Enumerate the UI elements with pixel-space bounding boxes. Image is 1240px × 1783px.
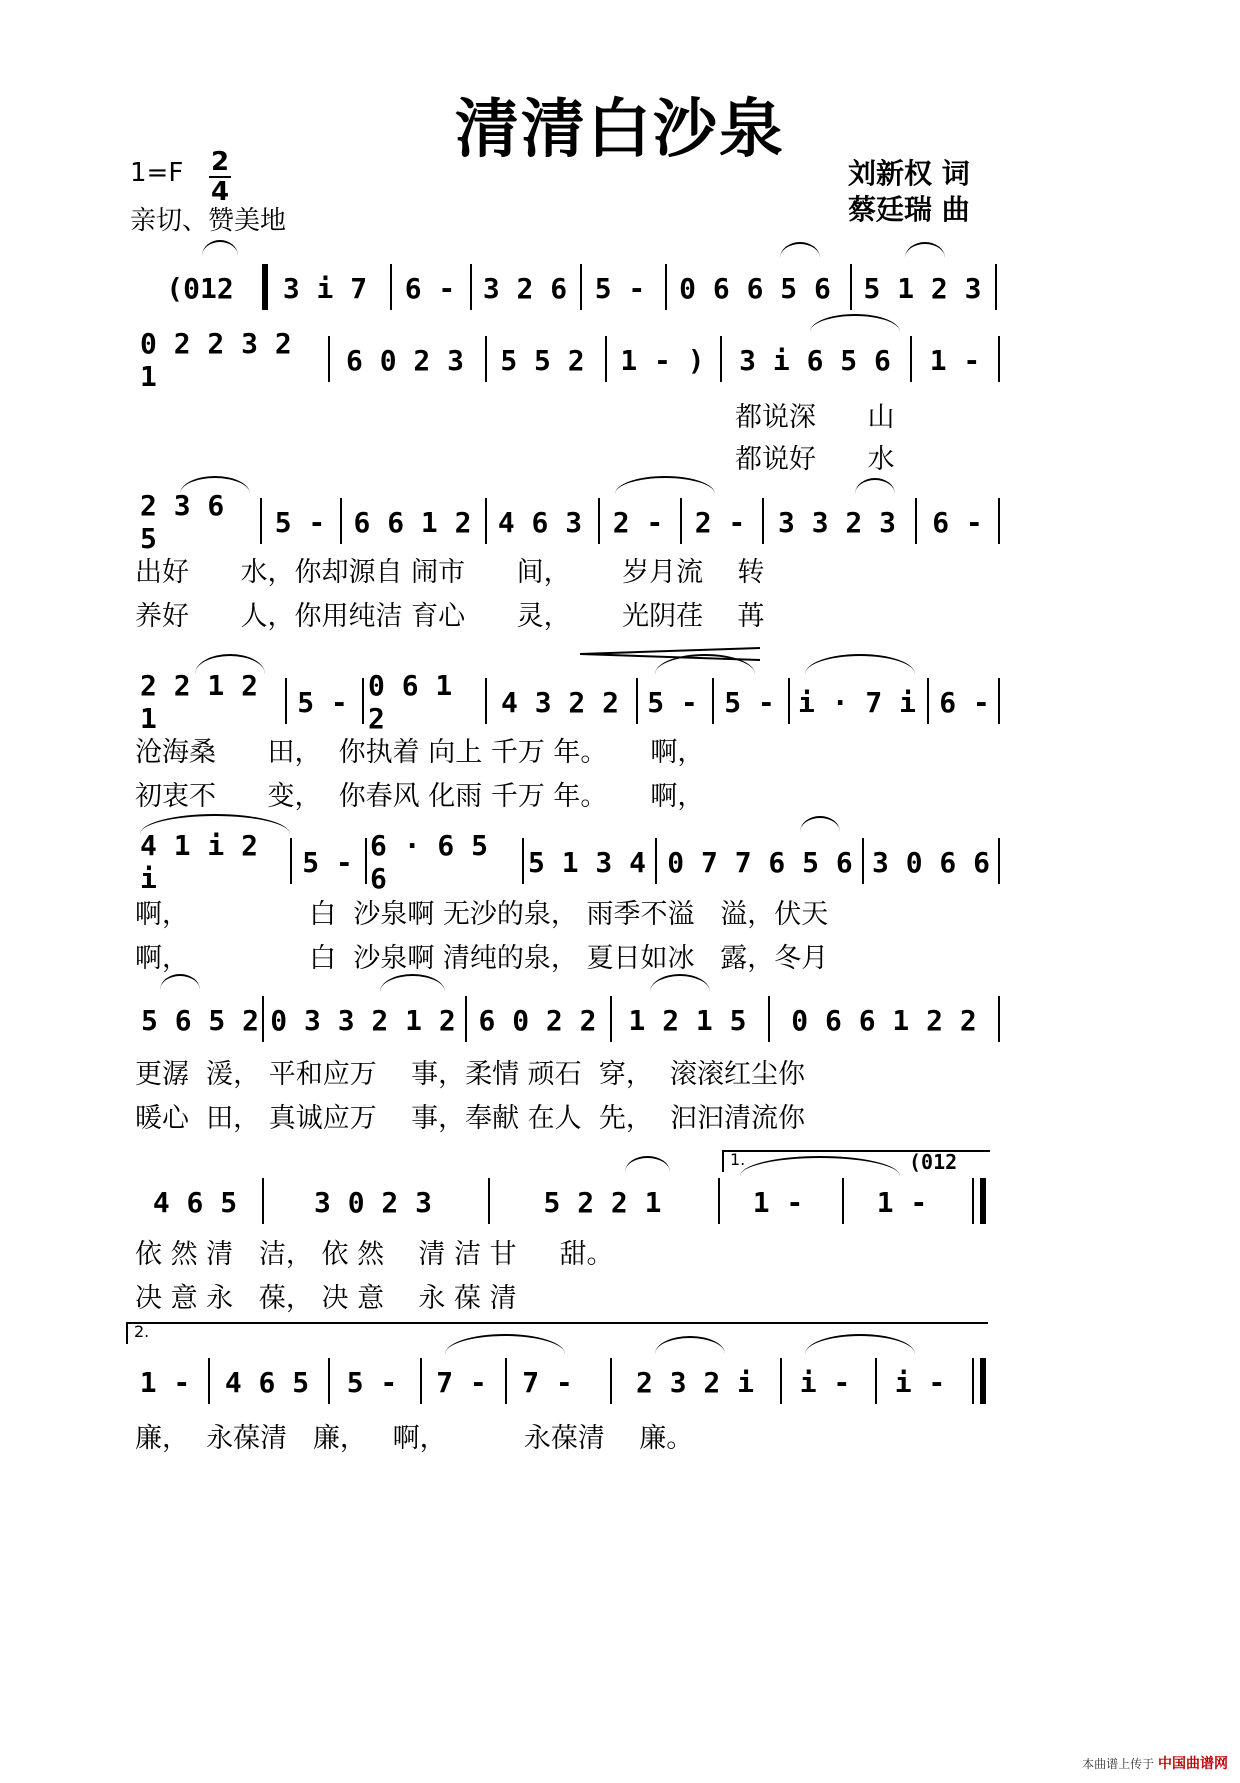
time-bottom: 4	[210, 177, 230, 207]
slur	[780, 242, 820, 258]
bar-line	[610, 1358, 612, 1404]
bar-line	[998, 996, 1000, 1042]
lyrics-verse-2: 决 意 永 葆， 决 意 永 葆 清	[135, 1283, 517, 1314]
slur	[855, 478, 895, 494]
bar-line	[762, 498, 764, 544]
measure: 2 3 6 5	[140, 489, 225, 555]
measure: 5 -	[274, 505, 326, 539]
bar-line	[910, 336, 912, 382]
bar-line	[470, 264, 472, 310]
volta-label: 2.	[134, 1322, 150, 1341]
bar-line	[780, 1358, 782, 1404]
bar-line	[260, 498, 262, 544]
measure: 5 1 3 4	[527, 845, 646, 879]
volta-label: 1.	[730, 1150, 746, 1169]
measure: 6 0 2 2	[478, 1003, 597, 1037]
repeat-start-bar	[262, 264, 268, 310]
bar-line	[718, 1178, 720, 1224]
measure: 1 2 1 5	[628, 1003, 747, 1037]
lyrics-verse-2: 都说好 水	[735, 444, 895, 475]
measure: 5 2 2 1	[543, 1185, 662, 1219]
slur	[160, 974, 200, 990]
lyrics-verse-2: 啊， 白 沙泉啊 清纯的泉， 夏日如冰 露，冬月	[135, 943, 829, 974]
slur	[800, 816, 840, 832]
score-row-1	[140, 268, 1140, 308]
measure: 0 3 3 2 1 2	[270, 1003, 456, 1037]
measure: 6 -	[932, 505, 983, 539]
bar-line	[580, 264, 582, 310]
measure: 5 -	[724, 685, 775, 719]
final-bar-thin	[972, 1358, 974, 1404]
measure: i · 7 i	[797, 685, 916, 719]
measure: 0 6 6 5 6	[679, 271, 831, 305]
measure: 6 0 2 3	[345, 343, 464, 377]
bar-line	[998, 838, 1000, 884]
measure: 1 -	[139, 1365, 191, 1399]
score-row-2	[140, 327, 1140, 393]
bar-line	[485, 678, 487, 724]
measure: 1 -	[752, 1185, 804, 1219]
lyrics-verse-2: 养好 人，你用纯洁 育心 灵， 光阴荏 苒	[135, 601, 765, 632]
bar-line	[712, 678, 714, 724]
bar-line	[998, 498, 1000, 544]
measure: 0 6 1 2	[368, 669, 453, 735]
measure: 2 -	[694, 505, 746, 539]
measure: 6 -	[939, 685, 990, 719]
lyrics-verse-1: 沧海桑 田， 你执着 向上 千万 年。 啊，	[135, 737, 705, 768]
bar-line	[680, 498, 682, 544]
measure: 1 -	[876, 1185, 928, 1219]
slur	[625, 1156, 670, 1172]
bar-line	[420, 1358, 422, 1404]
bar-line	[665, 264, 667, 310]
bar-line	[998, 336, 1000, 382]
score-row-4	[140, 669, 1140, 735]
measure: 5 -	[297, 685, 348, 719]
footer-prefix: 本曲谱上传于	[1082, 1757, 1155, 1771]
bar-line	[610, 996, 612, 1042]
bar-line	[598, 498, 600, 544]
measure: 5 -	[594, 271, 646, 305]
measure: 4 3 2 2	[500, 685, 619, 719]
bar-line	[465, 996, 467, 1042]
bar-line	[208, 1358, 210, 1404]
song-title: 清清白沙泉	[455, 93, 785, 167]
repeat-end-bar	[972, 1178, 974, 1224]
measure: 6 6 1 2	[353, 505, 472, 539]
score-row-5	[140, 829, 1140, 895]
measure: 2 2 1 2 1	[140, 669, 259, 735]
measure: 2 -	[612, 505, 664, 539]
lyrics-verse-1: 依 然 清 洁， 依 然 清 洁 甘 甜。	[135, 1239, 614, 1270]
bar-line	[862, 838, 864, 884]
measure: i -	[894, 1365, 946, 1399]
bar-line	[875, 1358, 877, 1404]
score-row-8	[134, 1322, 1140, 1402]
measure: 5 -	[302, 845, 353, 879]
bar-line	[995, 264, 997, 310]
measure: 5 -	[346, 1365, 398, 1399]
lyrics-verse-1: 更潺 湲， 平和应万 事，柔情 顽石 穿， 滚滚红尘你	[135, 1059, 805, 1090]
bar-line	[390, 264, 392, 310]
bar-line	[850, 264, 852, 310]
bar-line	[605, 336, 607, 382]
tempo-marking: 亲切、赞美地	[130, 206, 287, 236]
measure: 3 i 6 5 6	[739, 343, 891, 377]
measure: 4 1 i 2 i	[140, 829, 259, 895]
measure: 1 -	[929, 343, 981, 377]
lyrics-verse-1: 啊， 白 沙泉啊 无沙的泉， 雨季不溢 溢，伏天	[135, 899, 829, 930]
slur	[380, 974, 445, 992]
measure: 3 i 7	[282, 271, 368, 305]
bar-line	[328, 336, 330, 382]
lyrics-verse-1: 都说深 山	[735, 402, 895, 433]
measure: 4 6 5	[152, 1185, 238, 1219]
upload-footer	[1082, 1753, 1228, 1773]
measure: (012	[166, 271, 234, 305]
score-row-7	[140, 1150, 1140, 1222]
lyrics-verse-2: 暖心 田， 真诚应万 事，奉献 在人 先， 汩汩清流你	[135, 1103, 805, 1134]
score-row-6	[140, 1000, 1140, 1040]
slur	[810, 314, 900, 332]
bar-line	[915, 498, 917, 544]
measure: 1 - )	[620, 343, 705, 377]
measure: 3 0 6 6	[871, 845, 990, 879]
site-name: 中国曲谱网	[1158, 1756, 1228, 1772]
measure: 2 3 2 i	[635, 1365, 754, 1399]
measure: i -	[799, 1365, 851, 1399]
repeat-end-thick-bar	[980, 1178, 986, 1224]
measure: 0 7 7 6 5 6	[667, 845, 853, 879]
bar-line	[655, 838, 657, 884]
measure: 0 6 6 1 2 2	[791, 1003, 977, 1037]
lyrics-verse-2: 初衷不 变， 你春风 化雨 千万 年。 啊，	[135, 781, 705, 812]
bar-line	[927, 678, 929, 724]
measure: 6 · 6 5 6	[370, 829, 489, 895]
measure: 4 6 3	[497, 505, 583, 539]
bar-line	[768, 996, 770, 1042]
final-bar-thick	[980, 1358, 986, 1404]
measure: 5 -	[647, 685, 698, 719]
tie	[615, 476, 715, 494]
bar-line	[290, 838, 292, 884]
bar-line	[720, 336, 722, 382]
bar-line	[842, 1178, 844, 1224]
volta-pickup: (012	[909, 1150, 958, 1174]
bar-line	[488, 1178, 490, 1224]
bar-line	[285, 678, 287, 724]
lyrics-verse-1: 出好 水，你却源自 闹市 间， 岁月流 转	[135, 557, 765, 588]
lyrics-verse-1: 廉， 永葆清 廉， 啊， 永葆清 廉。	[135, 1423, 694, 1454]
measure: 3 0 2 3	[313, 1185, 432, 1219]
measure: 7 -	[522, 1365, 573, 1399]
measure: 5 5 2	[500, 343, 585, 377]
bar-line	[262, 1178, 264, 1224]
slur	[805, 654, 915, 674]
bar-line	[328, 1358, 330, 1404]
score-row-3	[140, 489, 1140, 555]
slur	[905, 242, 945, 258]
measure: 5 6 5 2	[140, 1003, 259, 1037]
bar-line	[262, 996, 264, 1042]
time-signature	[205, 147, 235, 207]
slur	[650, 974, 710, 992]
bar-line	[788, 678, 790, 724]
measure: 6 -	[404, 271, 456, 305]
slur	[202, 240, 238, 256]
bar-line	[365, 838, 367, 884]
measure: 3 3 2 3	[777, 505, 896, 539]
lyricist-credit: 刘新权 词	[848, 157, 970, 190]
measure: 7 -	[436, 1365, 487, 1399]
bar-line	[505, 1358, 507, 1404]
measure: 4 6 5	[224, 1365, 310, 1399]
bar-line	[998, 678, 1000, 724]
time-top: 2	[210, 147, 230, 177]
bar-line	[636, 678, 638, 724]
bar-line	[522, 838, 524, 884]
bar-line	[340, 498, 342, 544]
bar-line	[362, 678, 364, 724]
measure: 5 1 2 3	[863, 271, 982, 305]
measure: 0 2 2 3 2 1	[140, 327, 292, 393]
bar-line	[485, 336, 487, 382]
composer-credit: 蔡廷瑞 曲	[848, 193, 970, 226]
key-signature: 1=F	[130, 158, 184, 188]
bar-line	[485, 498, 487, 544]
measure: 3 2 6	[482, 271, 568, 305]
